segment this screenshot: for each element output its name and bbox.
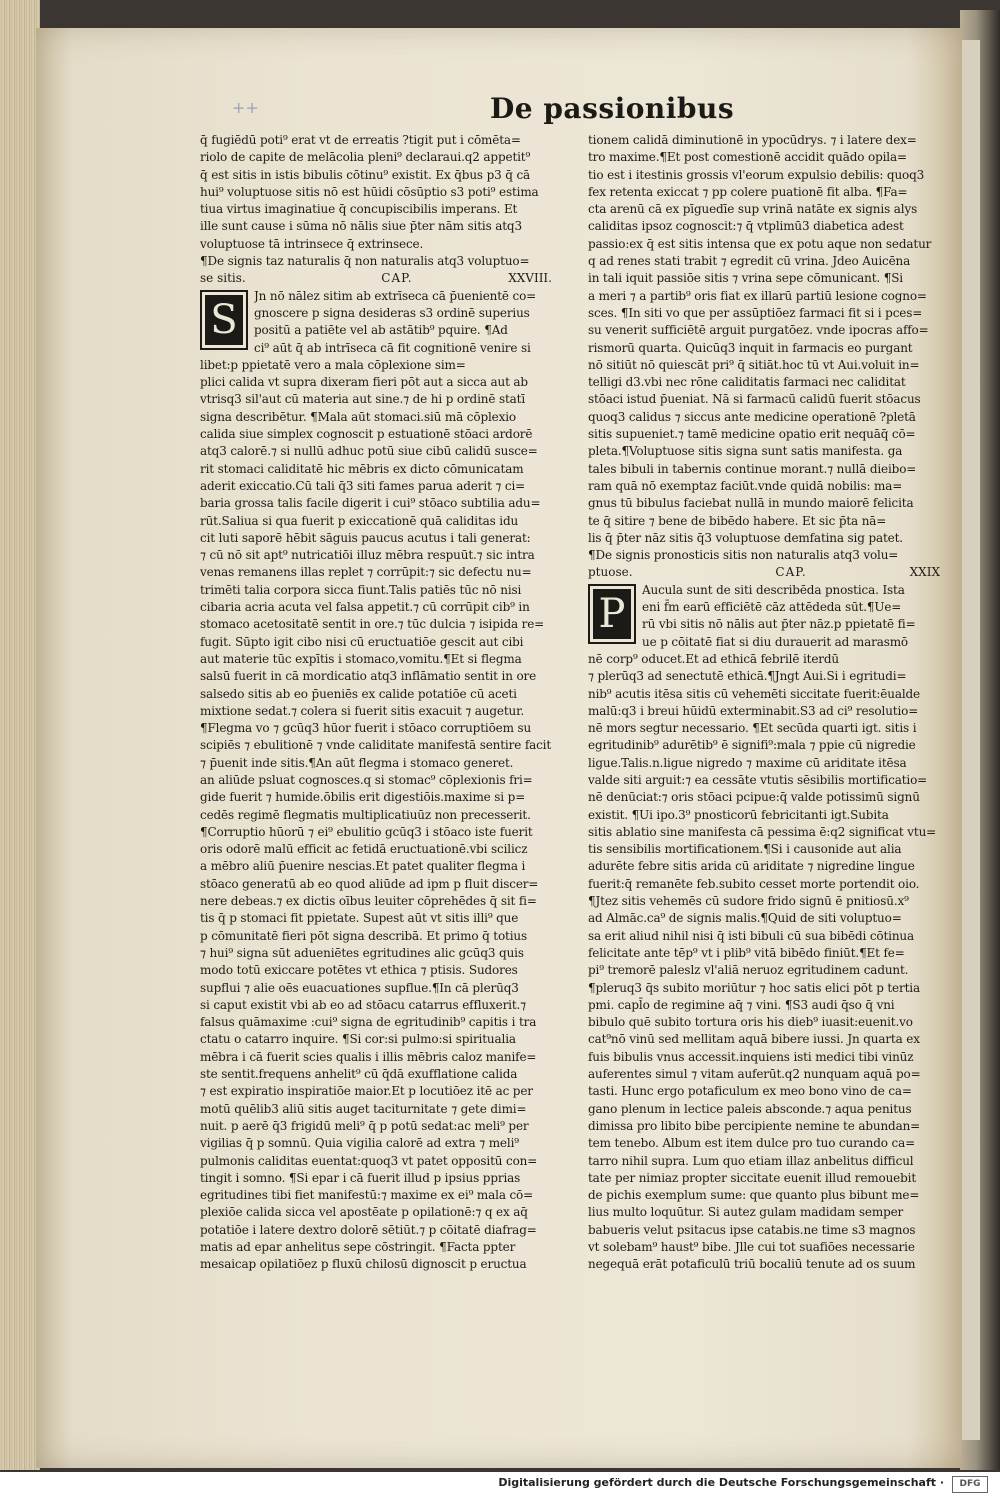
book-fore-edge bbox=[0, 0, 40, 1470]
text-line: te q̄ sitire ⁊ bene de bibēdo habere. Et sic p̄ta nā= bbox=[588, 513, 887, 528]
text-line: gnus tū bibulus faciebat nullā in mundo maiorē felicita bbox=[588, 496, 914, 511]
text-line: riolo de capite de melācolia pleni⁹ declaraui.q2 appetit⁹ bbox=[200, 150, 531, 165]
funding-note: Digitalisierung gefördert durch die Deutsche Forschungsgemeinschaft · bbox=[498, 1476, 944, 1489]
text-line: ¶Corruptio hūorū ⁊ ei⁹ ebulitio gcūq3 i stōaco iste fuerit bbox=[200, 824, 533, 839]
text-line: mēbra i cā fuerit scies qualis i illis mēbris caloz manife= bbox=[200, 1049, 537, 1064]
text-line: fex retenta exiccat ⁊ pp colere puationē fit alba. ¶Fa= bbox=[588, 184, 908, 199]
text-line: gnoscere p signa desideras s3 ordinē superius bbox=[254, 305, 530, 320]
text-line: fuerit:q̄ remanēte feb.subito cesset morte portendit oio. bbox=[588, 876, 920, 891]
left-text-block-before bbox=[200, 132, 552, 253]
text-line: calida siue simplex cognoscit p estuationē stōaci ardorē bbox=[200, 427, 533, 442]
text-line: cit luti saporē hēbit sāguis paucus acutus i tali generat: bbox=[200, 530, 531, 545]
text-line: salsū fuerit in cā mordicatio atq3 inflāmatio sentit in ore bbox=[200, 669, 537, 684]
text-line: ci⁹ aūt q̄ ab intrīseca cā fit cognitionē venire si bbox=[254, 340, 531, 355]
text-line: ¶Flegma vo ⁊ gcūq3 hūor fuerit i stōaco corruptiōem su bbox=[200, 721, 532, 736]
text-line: sa erit aliud nihil nisi q̄ isti bibuli cū sua bibēdi cōtinua bbox=[588, 928, 915, 943]
text-line: telligi d3.vbi nec rōne caliditatis farmaci nec caliditat bbox=[588, 375, 906, 390]
text-line: negequā erāt potaficulū triū bocaliū tenute ad os suum bbox=[588, 1257, 916, 1272]
chapter-heading-line: ¶De signis taz naturalis q̄ non naturalis atq3 voluptuo= bbox=[200, 254, 530, 269]
text-line: tis sensibilis mortificationem.¶Si i causonide aut alia bbox=[588, 842, 902, 857]
text-line: quoq3 calidus ⁊ siccus ante medicine operationē ?pletā bbox=[588, 409, 916, 424]
text-line: babueris velut psitacus ipse catabis.ne time s3 magnos bbox=[588, 1222, 916, 1237]
text-line: baria grossa talis facile digerit i cui⁹ stōaco subtilia adu= bbox=[200, 496, 541, 511]
text-line: nē mors segtur necessario. ¶Et secūda quarti igt. sitis i bbox=[588, 721, 917, 736]
text-line: lis q̄ p̄ter nāz sitis q̄3 voluptuose demfatina sig patet. bbox=[588, 530, 903, 545]
text-line: pulmonis caliditas euentat:quoq3 vt patet oppositū con= bbox=[200, 1153, 538, 1168]
text-line: q̄ fugiēdū poti⁹ erat vt de erreatis ?tigit put i cōmēta= bbox=[200, 133, 521, 147]
text-line: vtrisq3 sil'aut cū materia aut sine.⁊ de hi p ordinē statī bbox=[200, 392, 526, 407]
decorated-initial: P bbox=[588, 584, 636, 644]
text-line: cibaria acria acuta vel falsa appetit.⁊ cū corrūpit cib⁹ in bbox=[200, 600, 530, 615]
text-line: fugit. Sūpto igit cibo nisi cū eructuatiōe gescit aut cibi bbox=[200, 634, 524, 649]
text-line: malū:q3 i breui hūidū exterminabit.S3 ad ci⁹ resolutio= bbox=[588, 703, 919, 718]
text-line: nē denūciat:⁊ oris stōaci pcipue:q̄ valde potissimū signū bbox=[588, 790, 920, 805]
text-line: libet:p ppietatē vero a mala cōplexione sim= bbox=[200, 357, 466, 372]
text-line: de pichis exemplum sume: que quanto plus bibunt me= bbox=[588, 1188, 920, 1203]
text-line: vigilias q̄ p somnū. Quia vigilia calorē ad extra ⁊ meli⁹ bbox=[200, 1136, 519, 1151]
right-text-block-before bbox=[588, 132, 940, 564]
text-line: si caput existit vbi ab eo ad stōacu catarrus effluxerit.⁊ bbox=[200, 997, 526, 1012]
chapter-heading-tail: se sitis. bbox=[200, 271, 246, 286]
text-line: rūt.Saliua si qua fuerit p exiccationē quā caliditas idu bbox=[200, 513, 519, 528]
chapter-heading-tail: ptuose. bbox=[588, 565, 633, 580]
text-line: ¶De signis pronosticis sitis non naturalis atq3 volu= bbox=[588, 548, 899, 563]
text-line: sces. ¶In siti vo que per assūptiōez farmaci fit si i pces= bbox=[588, 305, 923, 320]
text-line: vt solebam⁹ haust⁹ bibe. Jlle cui tot suafiōes necessarie bbox=[588, 1240, 915, 1254]
text-line: nere debeas.⁊ ex dictis oībus leuiter cōprehēdes q̄ sit fi= bbox=[200, 894, 537, 909]
text-line: tionem calidā diminutionē in ypocūdrys. ⁊ i latere dex= bbox=[588, 133, 917, 147]
text-line: venas remanens illas replet ⁊ corrūpit:⁊ sic defectu nu= bbox=[200, 565, 532, 580]
text-line: ⁊ cū nō sit apt⁹ nutricatiōi illuz mēbra respuūt.⁊ sic intra bbox=[200, 548, 535, 563]
text-line: ligue.Talis.n.ligue nigredo ⁊ maxime cū ariditate itēsa bbox=[588, 755, 907, 770]
text-line: tem tenebo. Album est item dulce pro tuo curando ca= bbox=[588, 1136, 916, 1151]
chapter-number: XXIX bbox=[909, 565, 940, 580]
running-head: De passionibus bbox=[490, 92, 735, 125]
text-line: lius multo loquūtur. Si autez gulam madidam semper bbox=[588, 1205, 904, 1220]
text-line: q ad renes stati trabit ⁊ egredit cū vrina. Jdeo Auicēna bbox=[588, 254, 911, 269]
text-line: existit. ¶Ui ipo.3⁹ pnosticorū febricitanti igt.Subita bbox=[588, 807, 889, 822]
text-line: plexiōe calida sicca vel apostēate p opilationē:⁊ q ex aq̄ bbox=[200, 1205, 528, 1220]
text-line: tarro nihil supra. Lum quo etiam illaz anbelitus difficul bbox=[588, 1153, 914, 1168]
text-line: sitis supueniet.⁊ tamē medicine opatio erit nequāq̄ cō= bbox=[588, 427, 916, 442]
text-line: tiua virtus imaginatiue q̄ concupiscibilis imperans. Et bbox=[200, 202, 518, 217]
text-line: Aucula sunt de siti describēda pnostica. Ista bbox=[642, 582, 905, 597]
text-line: su venerit sufficiētē arguit purgatōez. vnde ipocras affo= bbox=[588, 323, 929, 338]
text-line: trimēti talia corpora sicca fiunt.Talis patiēs tūc nō nisi bbox=[200, 582, 522, 597]
text-line: matis ad epar anhelitus sepe cōstringit. ¶Facta ppter bbox=[200, 1240, 516, 1254]
text-line: atq3 calorē.⁊ si nullū adhuc potū siue cibū calidū susce= bbox=[200, 444, 538, 459]
text-line: rismorū quarta. Quicūq3 inquit in farmacis eo purgant bbox=[588, 340, 913, 355]
text-line: caliditas ipsoz cognoscit:⁊ q̄ vtplimū3 diabetica adest bbox=[588, 219, 904, 234]
text-line: aut materie tūc expītis i stomaco,vomitu.¶Et si flegma bbox=[200, 651, 522, 666]
text-line: tate per nimiaz propter siccitate euenit illud remouebit bbox=[588, 1170, 916, 1185]
text-line: passio:ex q̄ est sitis intensa que ex potu aque non sedatur bbox=[588, 236, 932, 251]
text-line: mesaicap opilatiōez p fluxū chilosū dignoscit p eructua bbox=[200, 1257, 527, 1272]
text-line: scipiēs ⁊ ebulitionē ⁊ vnde caliditate manifestā sentire facit bbox=[200, 738, 552, 753]
left-text-block-after bbox=[200, 288, 552, 1274]
text-line: salsedo sitis ab eo p̄ueniēs ex calide potatiōe cū aceti bbox=[200, 686, 517, 701]
text-line: modo totū exiccare potētes vt ethica ⁊ ptisis. Sudores bbox=[200, 963, 518, 978]
text-line: ctatu o catarro inquire. ¶Si cor:si pulmo:si spiritualia bbox=[200, 1032, 516, 1047]
text-line: cedēs regimē flegmatis multiplicatiuūz non precesserit. bbox=[200, 807, 531, 822]
chapter-label: CAP. bbox=[381, 271, 413, 286]
text-line: voluptuose tā intrinsece q̄ extrinsece. bbox=[200, 236, 424, 251]
text-line: signa describētur. ¶Mala aūt stomaci.siū mā cōplexio bbox=[200, 409, 516, 424]
text-line: gide fuerit ⁊ humide.ōbilis erit digestiōis.maxime si p= bbox=[200, 790, 526, 805]
left-text-column bbox=[200, 132, 552, 1274]
text-line: cat⁹nō vinū sed mellitam aquā bibere iussi. Jn quarta ex bbox=[588, 1032, 920, 1047]
text-line: auferentes simul ⁊ vitam auferūt.q2 nunquam aquā po= bbox=[588, 1067, 921, 1082]
text-line: pi⁹ tremorē paleslz vl'aliā neruoz egritudinem cadunt. bbox=[588, 963, 909, 978]
text-line: Jn nō nālez sitim ab extrīseca cā p̄uenientē co= bbox=[254, 288, 537, 303]
text-line: tingit i somno. ¶Si epar i cā fuerit illud p ipsius pprias bbox=[200, 1170, 521, 1185]
margin-mark: ++ bbox=[232, 98, 259, 117]
text-line: ⁊ p̄uenit inde sitis.¶An aūt flegma i stomaco generet. bbox=[200, 755, 514, 770]
text-line: ¶pleruq3 q̄s subito moriūtur ⁊ hoc satis elici pōt p tertia bbox=[588, 980, 920, 995]
facing-page-edge bbox=[962, 40, 980, 1440]
text-line: nō sitiūt nō quiescāt pri⁹ q̄ sitiāt.hoc tū vt Aui.voluit in= bbox=[588, 357, 920, 372]
text-line: ad Almāc.ca⁹ de signis malis.¶Quid de siti voluptuo= bbox=[588, 911, 902, 926]
text-line: ille sunt cause i sūma nō nālis siue p̄ter nām sitis atq3 bbox=[200, 219, 522, 234]
dfg-logo: DFG bbox=[952, 1476, 988, 1493]
text-line: oris odorē malū efficit ac fetidā eructuationē.vbi scilicz bbox=[200, 842, 528, 857]
text-line: eni f̄m earū efficiētē cāz attēdeda sūt.¶Ue= bbox=[642, 600, 902, 615]
text-line: nuit. p aerē q̄3 frigidū meli⁹ q̄ p potū sedat:ac meli⁹ per bbox=[200, 1118, 529, 1133]
text-line: felicitate ante tēp⁹ vt i plib⁹ vitā bibēdo finiūt.¶Et fe= bbox=[588, 945, 905, 960]
text-line: fuis bibulis vnus accessit.inquiens isti medici tibi vinūz bbox=[588, 1049, 914, 1064]
text-line: stomaco acetositatē sentit in ore.⁊ tūc dulcia ⁊ isipida re= bbox=[200, 617, 545, 632]
text-line: ¶Jtez sitis vehemēs cū sudore frido signū ē pnitiosū.x⁹ bbox=[588, 894, 909, 909]
text-line: valde siti arguit:⁊ ea cessāte vtutis sēsibilis mortificatio= bbox=[588, 772, 928, 787]
text-line: tales bibuli in tabernis continue morant.⁊ nullā dieibo= bbox=[588, 461, 917, 476]
text-line: sitis ablatio sine manifesta cā pessima ē:q2 significat vtu= bbox=[588, 824, 937, 839]
right-text-block-after bbox=[588, 582, 940, 1274]
text-line: nē corp⁹ oducet.Et ad ethicā febrilē iterdū bbox=[588, 651, 839, 666]
text-line: stōaci istud p̄ueniat. Nā si farmacū calidū fuerit stōacus bbox=[588, 392, 921, 407]
text-line: tasti. Hunc ergo potaficulum ex meo bono vino de ca= bbox=[588, 1084, 912, 1099]
text-line: p cōmunitatē fieri pōt signa describā. Et primo q̄ totius bbox=[200, 928, 527, 943]
text-line: egritudines tibi fiet manifestū:⁊ maxime ex ei⁹ mala cō= bbox=[200, 1188, 534, 1203]
text-line: ⁊ est expiratio inspiratiōe maior.Et p locutiōez itē ac per bbox=[200, 1084, 533, 1099]
right-text-column bbox=[588, 132, 940, 1274]
text-line: ue p cōitatē fiat si diu durauerit ad marasmō bbox=[642, 634, 909, 649]
text-line: hui⁹ voluptuose sitis nō est hūidi cōsūptio s3 poti⁹ estima bbox=[200, 184, 539, 199]
text-line: potatiōe i latere dextro dolorē sētiūt.⁊ p cōitatē diafrag= bbox=[200, 1222, 537, 1237]
text-line: nib⁹ acutis itēsa sitis cū vehemēti siccitate fuerit:ēualde bbox=[588, 686, 921, 701]
text-line: q̄ est sitis in istis bibulis cōtinu⁹ existit. Ex q̄bus p3 q̄ cā bbox=[200, 167, 531, 182]
text-line: motū quēlib3 aliū sitis auget taciturnitate ⁊ gete dimi= bbox=[200, 1101, 527, 1116]
chapter-heading bbox=[588, 564, 940, 581]
text-line: an aliūde psluat cognosces.q si stomac⁹ cōplexionis fri= bbox=[200, 772, 533, 787]
text-line: in tali iquit passiōe sitis ⁊ vrina sepe cōmunicant. ¶Si bbox=[588, 271, 903, 286]
text-line: pmi. capl̄o de regimine aq̄ ⁊ vini. ¶S3 audi q̄so q̄ vni bbox=[588, 997, 895, 1012]
text-line: positū a patiēte vel ab astātib⁹ pquire. ¶Ad bbox=[254, 323, 508, 338]
text-line: tis q̄ p stomaci fit ppietate. Supest aūt vt sitis illi⁹ que bbox=[200, 911, 519, 926]
text-line: rū vbi sitis nō nālis aut p̄ter nāz.p ppietatē fi= bbox=[642, 617, 916, 632]
text-line: aderit exiccatio.Cū tali q̄3 siti fames parua aderit ⁊ ci= bbox=[200, 478, 526, 493]
text-line: ste sentit.frequens anhelit⁹ cū q̄dā exufflatione calida bbox=[200, 1067, 518, 1082]
text-line: tro maxime.¶Et post comestionē accidit quādo opila= bbox=[588, 150, 907, 165]
text-line: mixtione sedat.⁊ colera si fuerit sitis exacuit ⁊ augetur. bbox=[200, 703, 525, 718]
chapter-label: CAP. bbox=[775, 565, 807, 580]
decorated-initial: S bbox=[200, 290, 248, 350]
text-line: cta arenū cā ex pīguedīe sup vrinā natāte ex signis alys bbox=[588, 202, 918, 217]
text-line: ⁊ hui⁹ signa sūt adueniētes egritudines alic gcūq3 quis bbox=[200, 945, 524, 960]
text-line: rit stomaci caliditatē hic mēbris ex dicto cōmunicatam bbox=[200, 461, 524, 476]
text-line: dimissa pro libito bibe percipiente nemine te abundan= bbox=[588, 1118, 921, 1133]
text-line: plici calida vt supra dixeram fieri pōt aut a sicca aut ab bbox=[200, 375, 528, 390]
chapter-heading bbox=[200, 270, 552, 287]
text-line: stōaco generatū ab eo quod aliūde ad ipm p fluit discer= bbox=[200, 876, 539, 891]
text-line: bibulo quē subito tortura oris his dieb⁹ iuasit:euenit.vo bbox=[588, 1015, 913, 1030]
text-line: falsus quāmaxime :cui⁹ signa de egritudinib⁹ capitis i tra bbox=[200, 1015, 537, 1030]
text-line: gano plenum in lectice paleis absconde.⁊ aqua penitus bbox=[588, 1101, 912, 1116]
chapter-number: XXVIII. bbox=[508, 271, 552, 286]
text-line: a mēbro aliū p̄uenire nescias.Et patet qualiter flegma i bbox=[200, 859, 526, 874]
text-line: tio est i itestinis grossis vl'eorum expulsio debilis: quoq3 bbox=[588, 167, 925, 182]
text-line: ⁊ plerūq3 ad senectutē ethicā.¶Jngt Aui.Si i egritudi= bbox=[588, 669, 907, 684]
text-line: egritudinib⁹ adurētib⁹ ē signifi⁹:mala ⁊ ppie cū nigredie bbox=[588, 738, 916, 753]
text-line: a meri ⁊ a partib⁹ oris fiat ex illarū partiū lesione cogno= bbox=[588, 288, 927, 303]
text-line: pleta.¶Voluptuose sitis signa sunt satis manifesta. ga bbox=[588, 444, 903, 459]
text-line: adurēte febre sitis arida cū ariditate ⁊ nigredine lingue bbox=[588, 859, 915, 874]
text-line: supflui ⁊ alie oēs euacuationes supflue.¶In cā plerūq3 bbox=[200, 980, 519, 995]
digitization-footer bbox=[0, 1472, 1000, 1496]
text-line: ram quā nō exemptaz faciūt.vnde quidā nobilis: ma= bbox=[588, 478, 903, 493]
